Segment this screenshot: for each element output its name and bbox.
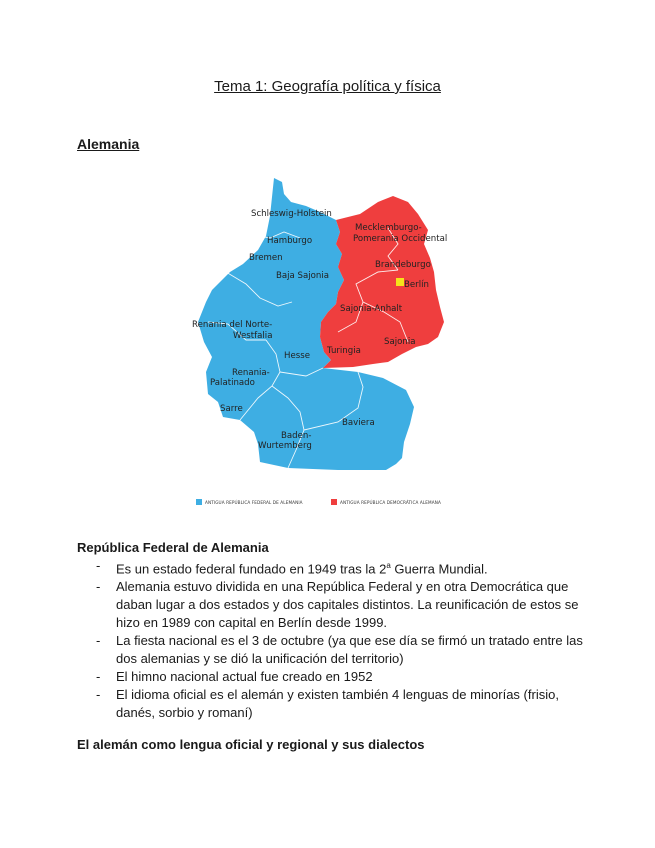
section-heading-alemania: Alemania (77, 136, 140, 152)
map-label-schleswig: Schleswig-Holstein (251, 209, 332, 219)
map-label-palatinado-1: Renania- (232, 368, 270, 378)
map-label-renania-norte-1: Renania del Norte- (192, 320, 273, 330)
legend-east-swatch (331, 499, 337, 505)
legend-east-label: ANTIGUA REPÚBLICA DEMOCRÁTICA ALEMANA (340, 500, 441, 505)
map-label-turingia: Turingia (327, 346, 361, 356)
page-title: Tema 1: Geografía política y física (214, 78, 441, 95)
germany-map (188, 172, 478, 514)
map-label-baden-2: Wurtemberg (258, 441, 312, 451)
map-label-baviera: Baviera (342, 418, 375, 428)
map-berlin-capital (396, 278, 404, 286)
map-label-palatinado-2: Palatinado (210, 378, 255, 388)
map-label-hamburgo: Hamburgo (267, 236, 313, 246)
heading-republica-federal: República Federal de Alemania (77, 540, 269, 555)
legend-west-label: ANTIGUA REPÚBLICA FEDERAL DE ALEMANIA (205, 500, 303, 505)
map-label-hesse: Hesse (284, 351, 310, 361)
map-label-sarre: Sarre (220, 404, 243, 414)
map-label-renania-norte-2: Westfalia (233, 331, 273, 341)
map-label-mecklenburg-2: Pomerania Occidental (353, 234, 448, 244)
rfa-bullet-2: - Alemania estuvo dividida en una República Federal y en otra Democrática que daban lugar a dos estados y dos capitales distintos. La reunificación de estos se hizo en 1989 con capital en Berlín desde 1999. (93, 578, 593, 632)
rfa-bullet-5: - El idioma oficial es el alemán y existen también 4 lenguas de minorías (frisio, danés, sorbio y romaní) (93, 686, 593, 722)
legend-west-swatch (196, 499, 202, 505)
map-label-berlin: Berlín (404, 280, 429, 290)
map-label-bremen: Bremen (249, 253, 283, 263)
rfa-bullet-list (93, 557, 593, 722)
map-label-brandeburgo: Brandeburgo (375, 260, 431, 270)
map-label-baja-sajonia: Baja Sajonia (276, 271, 330, 281)
map-label-sajonia-anhalt: Sajonia-Anhalt (340, 304, 403, 314)
rfa-bullet-1: - Es un estado federal fundado en 1949 tras la 2$^a$ Guerra Mundial. (93, 557, 593, 578)
map-label-sajonia: Sajonia (384, 337, 416, 347)
rfa-bullet-3: - La fiesta nacional es el 3 de octubre (ya que ese día se firmó un tratado entre las dos alemanias y se dió la unificación del territorio) (93, 632, 593, 668)
rfa-bullet-4: - El himno nacional actual fue creado en 1952 (93, 668, 593, 686)
map-label-mecklenburg-1: Mecklemburgo- (355, 223, 422, 233)
heading-aleman-dialectos: El alemán como lengua oficial y regional y sus dialectos (77, 737, 425, 752)
map-label-baden-1: Baden- (281, 431, 312, 441)
